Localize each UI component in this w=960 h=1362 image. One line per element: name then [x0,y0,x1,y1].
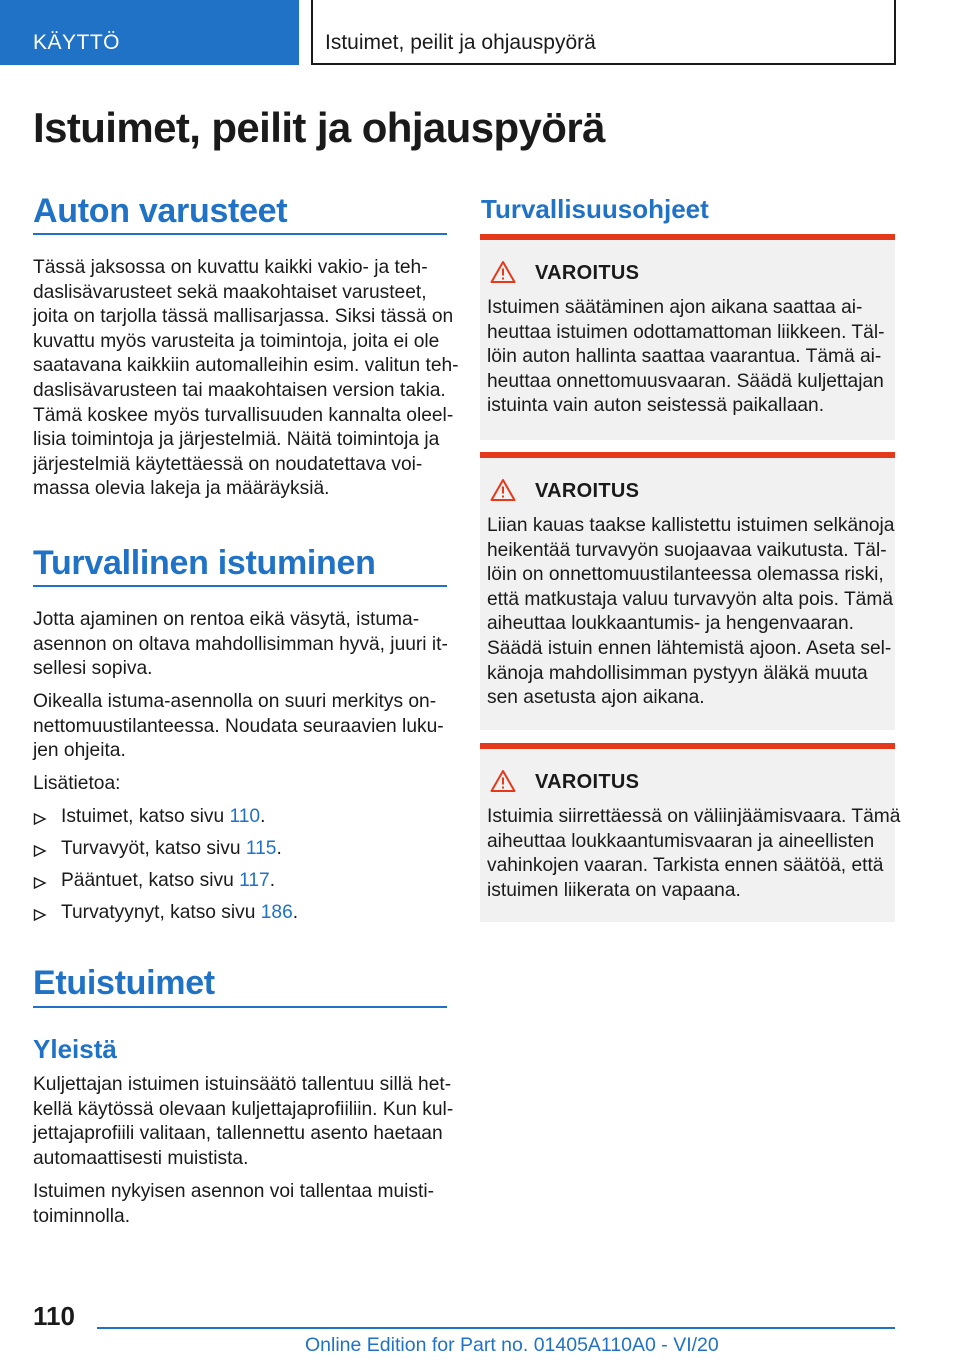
list-item-text: Turvavyöt, katso sivu [61,838,246,859]
more-info-label [33,772,447,797]
text-line: jettajaprofiili valitaan, tallennettu asento haetaan [33,1123,443,1145]
text-line: istuimen liikerata on vapaana. [487,879,741,901]
warning-box [480,234,895,440]
list-item[interactable] [33,902,447,934]
text-line: heuttaa onnettomuusvaaran. Säädä kuljettajan [487,370,884,392]
text-line: Jotta ajaminen on rentoa eikä väsytä, istuma‐ [33,609,420,630]
heading-turvallinen-istuminen: Turvallinen istuminen [33,544,376,582]
heading-rule [33,585,447,587]
triangle-right-outline-icon [33,812,47,826]
paragraph-istuma-asento [33,608,447,682]
text-line: sen asetusta ajon aikana. [487,687,705,709]
text-line: löin auton hallinta saattaa vaarantua. Tämä ai‐ [487,346,882,368]
paragraph-istuinsaato [33,1073,454,1171]
page-link[interactable]: 110 [229,806,261,827]
warning-text [487,805,901,903]
heading-auton-varusteet: Auton varusteet [33,192,288,230]
heading-etuistuimet: Etuistuimet [33,964,215,1002]
list-item-end: . [260,806,266,827]
warning-triangle-icon [490,260,516,284]
text-line: jen ohjeita. [33,740,126,762]
text-line: järjestelmiä käytettäessä on noudatettava voi‐ [33,453,423,475]
footer-rule [97,1327,895,1329]
text-line: Istuimen säätäminen ajon aikana saattaa ai‐ [487,297,863,318]
subheading-yleista: Yleistä [33,1034,117,1064]
list-item-text: Pääntuet, katso sivu [61,870,240,891]
list-item-text: Turvatyynyt, katso sivu [61,902,261,923]
chapter-title-label: Istuimet, peilit ja ohjauspyörä [325,31,596,54]
text-line: joita on tarjolla tässä mallisarjassa. Siksi tässä on [33,306,454,328]
text-line: saatavana kaikkiin automalleihin esim. valitun teh‐ [33,355,459,377]
text-line: vahinkojen vaaran. Tarkista ennen säätöä, että [487,855,884,877]
page-link[interactable]: 117 [239,870,270,891]
text-line: asennon on oltava mahdollisimman hyvä, juuri it‐ [33,633,448,655]
paragraph-onnettomuus [33,690,447,764]
text-line: Kuljettajan istuimen istuinsäätö tallentuu sillä het‐ [33,1074,452,1095]
footer-edition-text: Online Edition for Part no. 01405A110A0 - VI/20 [305,1334,719,1356]
text-line: nettomuustilanteessa. Noudata seuraavien luku‐ [33,715,444,737]
heading-rule [33,233,447,235]
text-line: automaattisesti muistista. [33,1147,249,1169]
warning-triangle-icon [490,769,516,793]
warning-box [480,743,901,922]
page-number: 110 [33,1301,75,1331]
text-line: Tässä jaksossa on kuvattu kaikki vakio- ja teh‐ [33,257,428,278]
list-item[interactable] [33,838,447,870]
page-link[interactable]: 186 [260,902,293,923]
text-line: Säädä istuin ennen lähtemistä ajoon. Aseta sel‐ [487,637,892,659]
section-tab[interactable] [0,0,299,65]
text-line: kuvattu myös varusteita ja toimintoja, joita ei ole [33,330,440,352]
chapter-title-tab [311,0,896,65]
text-line: että matkustaja valuu turvavyön alta pois. Tämä [487,588,893,610]
text-line: kellä käytössä olevaan kuljettajaprofiiliin. Kun kul‐ [33,1098,454,1120]
triangle-right-outline-icon [33,844,47,858]
list-item[interactable] [33,870,447,902]
triangle-right-outline-icon [33,876,47,890]
section-tab-label: KÄYTTÖ [33,31,121,54]
warning-label: VAROITUS [535,480,640,502]
text-line: aiheuttaa loukkaantumisvaaran ja aineellisten [487,830,875,852]
list-item-end: . [276,838,282,859]
page-link[interactable]: 115 [245,838,277,859]
list-item[interactable] [33,806,447,838]
text-line: aiheuttaa loukkaantumis- ja hengenvaaran. [487,613,854,635]
text-line: känoja mahdollisimman pystyyn äläkä muuta [487,662,868,684]
text-line: Istuimia siirrettäessä on väliinjäämisvaara. Tämä [487,806,901,827]
text-line: istuinta vain auton seistessä paikallaan. [487,395,825,417]
text-line: Liian kauas taakse kallistettu istuimen selkänoja [487,515,895,536]
warning-label: VAROITUS [535,262,640,284]
text-line: Oikealla istuma-asennolla on suuri merkitys on‐ [33,691,437,712]
text-line: Istuimen nykyisen asennon voi tallentaa muisti‐ [33,1181,435,1202]
more-info-text: Lisätietoa: [33,773,121,794]
text-line: massa olevia lakeja ja määräyksiä. [33,478,330,500]
text-line: löin on onnettomuustilanteessa olemassa riski, [487,564,884,586]
list-item-end: . [292,902,299,923]
text-line: Tämä koskee myös turvallisuuden kannalta oleel‐ [33,404,454,426]
text-line: lisia toimintoja ja järjestelmiä. Näitä toimintoja ja [33,429,440,451]
warning-label: VAROITUS [535,771,640,793]
text-line: heikentää turvavyön suojaavaa vaikutusta. Täl‐ [487,539,887,561]
text-line: toiminnolla. [33,1205,131,1227]
list-item-end: . [269,870,276,891]
warning-box [480,452,895,730]
page-title: Istuimet, peilit ja ohjauspyörä [33,104,605,151]
heading-turvallisuusohjeet: Turvallisuusohjeet [481,194,709,224]
text-line: sellesi sopiva. [33,658,153,680]
paragraph-muistitoiminto [33,1180,447,1229]
warning-text [487,514,895,711]
text-line: heuttaa istuimen odottamattoman liikkeen. Täl‐ [487,321,885,343]
warning-triangle-icon [490,478,516,502]
warning-text [487,296,892,419]
list-item-text: Istuimet, katso sivu [61,806,230,827]
text-line: daslisävarusteen tai maakohtaisen version takia. [33,379,446,401]
paragraph-auton-varusteet [33,256,459,502]
text-line: daslisävarusteet sekä maakohtaiset varusteet, [33,281,427,303]
heading-rule [33,1006,447,1008]
cross-reference-list [33,806,447,934]
triangle-right-outline-icon [33,908,47,922]
